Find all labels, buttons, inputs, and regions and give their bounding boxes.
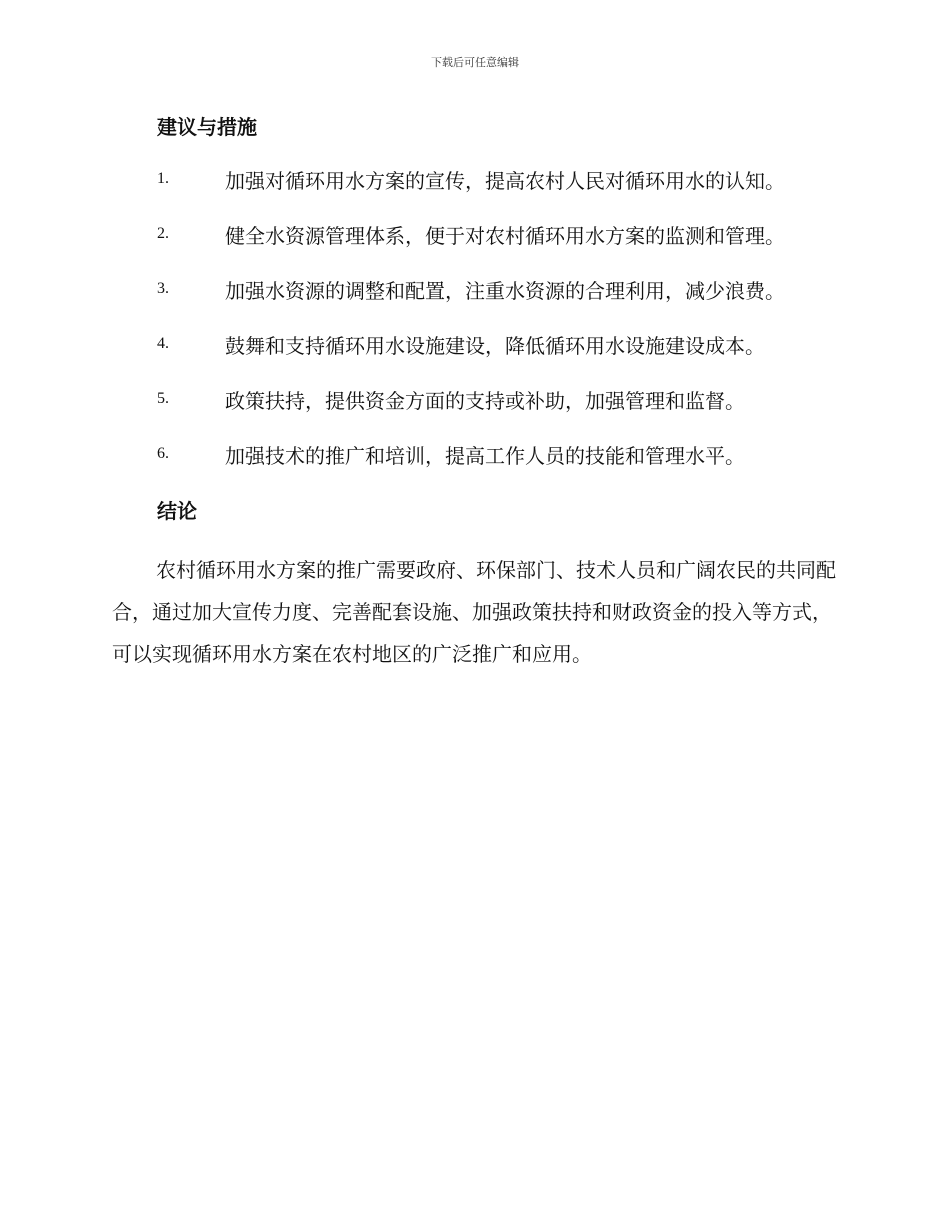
list-item	[157, 386, 857, 441]
list-item	[157, 221, 857, 276]
list-item	[157, 166, 857, 221]
conclusion-heading: 结论	[157, 499, 197, 523]
list-item-text: 加强对循环用水方案的宣传，提高农村人民对循环用水的认知。	[225, 169, 785, 193]
list-item	[157, 441, 857, 496]
list-item-number: 6.	[157, 445, 169, 462]
list-item-text: 政策扶持，提供资金方面的支持或补助，加强管理和监督。	[225, 389, 745, 413]
list-item	[157, 276, 857, 331]
list-item-number: 1.	[157, 170, 169, 187]
list-item-number: 4.	[157, 335, 169, 352]
measures-heading: 建议与措施	[157, 115, 257, 139]
list-item-text: 加强水资源的调整和配置，注重水资源的合理利用，减少浪费。	[225, 279, 785, 303]
list-item-number: 5.	[157, 390, 169, 407]
conclusion-paragraph: 农村循环用水方案的推广需要政府、环保部门、技术人员和广阔农民的共同配合，通过加大宣传力度、完善配套设施、加强政策扶持和财政资金的投入等方式，可以实现循环用水方案在农村地区的广泛推广和应用。	[112, 558, 836, 666]
list-item-text: 健全水资源管理体系，便于对农村循环用水方案的监测和管理。	[225, 224, 785, 248]
list-item-text: 加强技术的推广和培训，提高工作人员的技能和管理水平。	[225, 444, 745, 468]
list-item-number: 2.	[157, 225, 169, 242]
list-item-number: 3.	[157, 280, 169, 297]
measures-list	[157, 166, 857, 496]
header-note: 下载后可任意编辑	[431, 56, 519, 69]
list-item	[157, 331, 857, 386]
list-item-text: 鼓舞和支持循环用水设施建设，降低循环用水设施建设成本。	[225, 334, 765, 358]
